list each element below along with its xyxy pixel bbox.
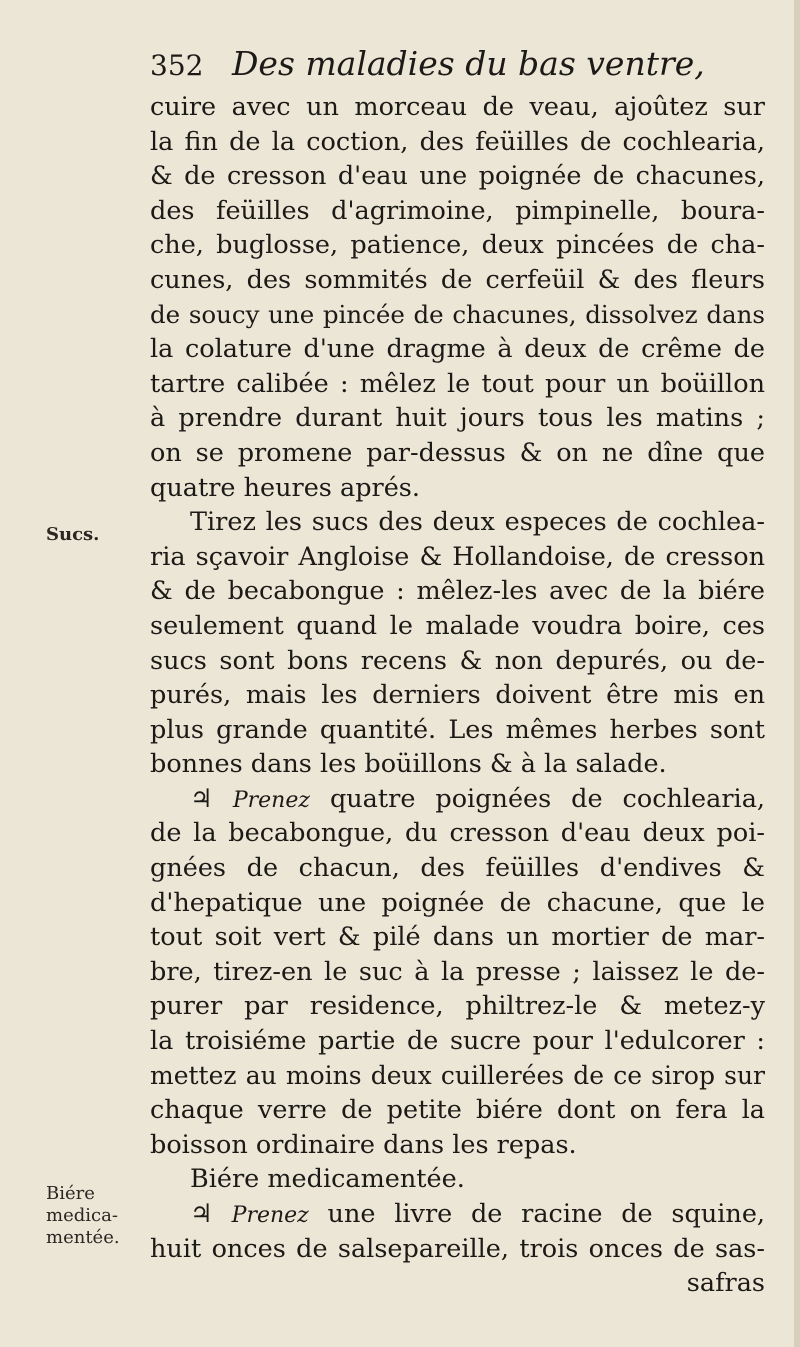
text-line: Tirez les sucs des deux especes de cochlea-: [190, 507, 765, 538]
margin-note-line: mentée.: [46, 1227, 120, 1248]
margin-note-sucs: Sucs.: [46, 524, 100, 545]
text-line: sucs sont bons recens & non depurés, ou de-: [150, 645, 765, 676]
text-line: à prendre durant huit jours tous les matins ;: [150, 403, 765, 434]
text-line: quatre poignées de cochlearia,: [329, 783, 766, 814]
text-line: quatre heures aprés.: [150, 472, 420, 503]
recipe-symbol-icon: ♃: [190, 783, 213, 814]
catchword: safras: [686, 1268, 765, 1299]
margin-note-line: medica-: [46, 1205, 118, 1226]
text-line: bonnes dans les boüillons & à la salade.: [150, 749, 667, 780]
text-line: che, buglosse, patience, deux pincées de cha-: [150, 230, 765, 261]
text-line: purer par residence, philtrez-le & metez-y: [150, 991, 765, 1022]
text-line: seulement quand le malade voudra boire, ces: [150, 610, 765, 641]
text-line: des feüilles d'agrimoine, pimpinelle, boura-: [150, 195, 765, 226]
text-line: plus grande quantité. Les mêmes herbes sont: [150, 714, 765, 745]
text-line: une livre de racine de squine,: [327, 1199, 766, 1229]
recipe-line: [150, 1197, 765, 1232]
margin-note-line: Biére: [46, 1183, 95, 1204]
page-edge: [794, 0, 800, 1347]
text-line: gnées de chacun, des feüilles d'endives &: [150, 853, 765, 884]
text-line: & de cresson d'eau une poignée de chacunes,: [150, 161, 765, 192]
text-line: de la becabongue, du cresson d'eau deux poi-: [150, 818, 765, 849]
body-text: [150, 90, 765, 1301]
text-line: cuire avec un morceau de veau, ajoûtez sur: [150, 92, 765, 122]
text-line: chaque verre de petite biére dont on fera la: [150, 1095, 765, 1126]
text-line: tartre calibée : mêlez le tout pour un boüillon: [150, 368, 765, 399]
text-line: boisson ordinaire dans les repas.: [150, 1129, 577, 1160]
text-line: ria sçavoir Angloise & Hollandoise, de cresson: [150, 541, 765, 572]
text-line: on se promene par-dessus & on ne dîne que: [150, 437, 765, 468]
section-heading: Biére medicamentée.: [190, 1164, 465, 1195]
page-number: 352: [150, 49, 204, 82]
text-line: de soucy une pincée de chacunes, dissolvez dans: [150, 299, 765, 329]
text-line: huit onces de salsepareille, trois onces de sas-: [150, 1233, 765, 1264]
text-line: bre, tirez-en le suc à la presse ; laissez le de-: [150, 956, 765, 987]
margin-note-biere: [46, 1183, 120, 1249]
text-line: la fin de la coction, des feüilles de cochlearia,: [150, 126, 765, 157]
text-line: la troisiéme partie de sucre pour l'edulcorer :: [150, 1026, 765, 1057]
text-line: la colature d'une dragme à deux de crême de: [150, 334, 765, 365]
text-line: purés, mais les derniers doivent être mis en: [150, 680, 765, 711]
prenez-word: Prenez: [231, 1203, 309, 1228]
recipe-symbol-icon: ♃: [190, 1199, 213, 1229]
running-title: Des maladies du bas ventre,: [231, 44, 705, 83]
running-header: [150, 44, 705, 86]
text-line: cunes, des sommités de cerfeüil & des fleurs: [150, 264, 765, 295]
text-line: tout soit vert & pilé dans un mortier de mar-: [150, 922, 765, 953]
text-line: d'hepatique une poignée de chacune, que le: [150, 887, 765, 918]
text-line: mettez au moins deux cuillerées de ce sirop sur: [150, 1060, 765, 1090]
recipe-line: [150, 782, 765, 817]
prenez-word: Prenez: [232, 787, 310, 813]
text-line: & de becabongue : mêlez-les avec de la biére: [150, 576, 765, 607]
